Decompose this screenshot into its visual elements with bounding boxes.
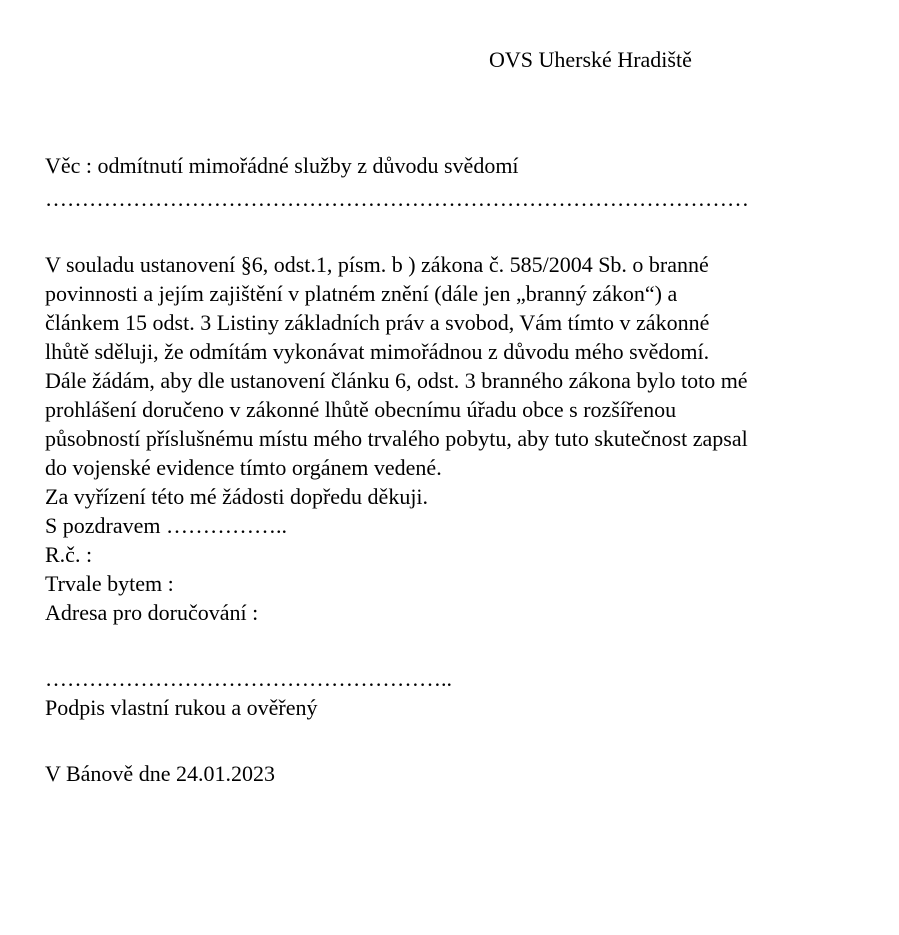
body-line: článkem 15 odst. 3 Listiny základních práv a svobod, Vám tímto v zákonné [45,310,710,335]
subject-line: Věc : odmítnutí mimořádné služby z důvodu svědomí [45,153,519,178]
permanent-address-label: Trvale bytem : [45,571,174,596]
birth-number-label: R.č. : [45,542,93,567]
thanks-line: Za vyřízení této mé žádosti dopředu děkuji. [45,484,429,509]
body-line: prohlášení doručeno v zákonné lhůtě obecnímu úřadu obce s rozšířenou [45,397,677,422]
letter-body [45,250,875,627]
delivery-address-label: Adresa pro doručování : [45,600,259,625]
recipient-address: OVS Uherské Hradiště [489,47,692,72]
body-line: do vojenské evidence tímto orgánem vedené. [45,455,442,480]
body-line: lhůtě sděluji, že odmítám vykonávat mimořádnou z důvodu mého svědomí. [45,339,710,364]
place-and-date: V Bánově dne 24.01.2023 [45,761,275,786]
signature-label: Podpis vlastní rukou a ověřený [45,695,318,720]
body-line: působností příslušnému místu mého trvalého pobytu, aby tuto skutečnost zapsal [45,426,748,451]
body-line: povinnosti a jejím zajištění v platném znění (dále jen „branný zákon“) a [45,281,678,306]
body-line: V souladu ustanovení §6, odst.1, písm. b ) zákona č. 585/2004 Sb. o branné [45,252,709,277]
greeting-line: S pozdravem …………….. [45,513,287,538]
signature-line: ……………………………………………….. [45,666,452,691]
body-line: Dále žádám, aby dle ustanovení článku 6, odst. 3 branného zákona bylo toto mé [45,368,748,393]
subject-separator: …………………………………………………………………………………… [45,186,749,211]
